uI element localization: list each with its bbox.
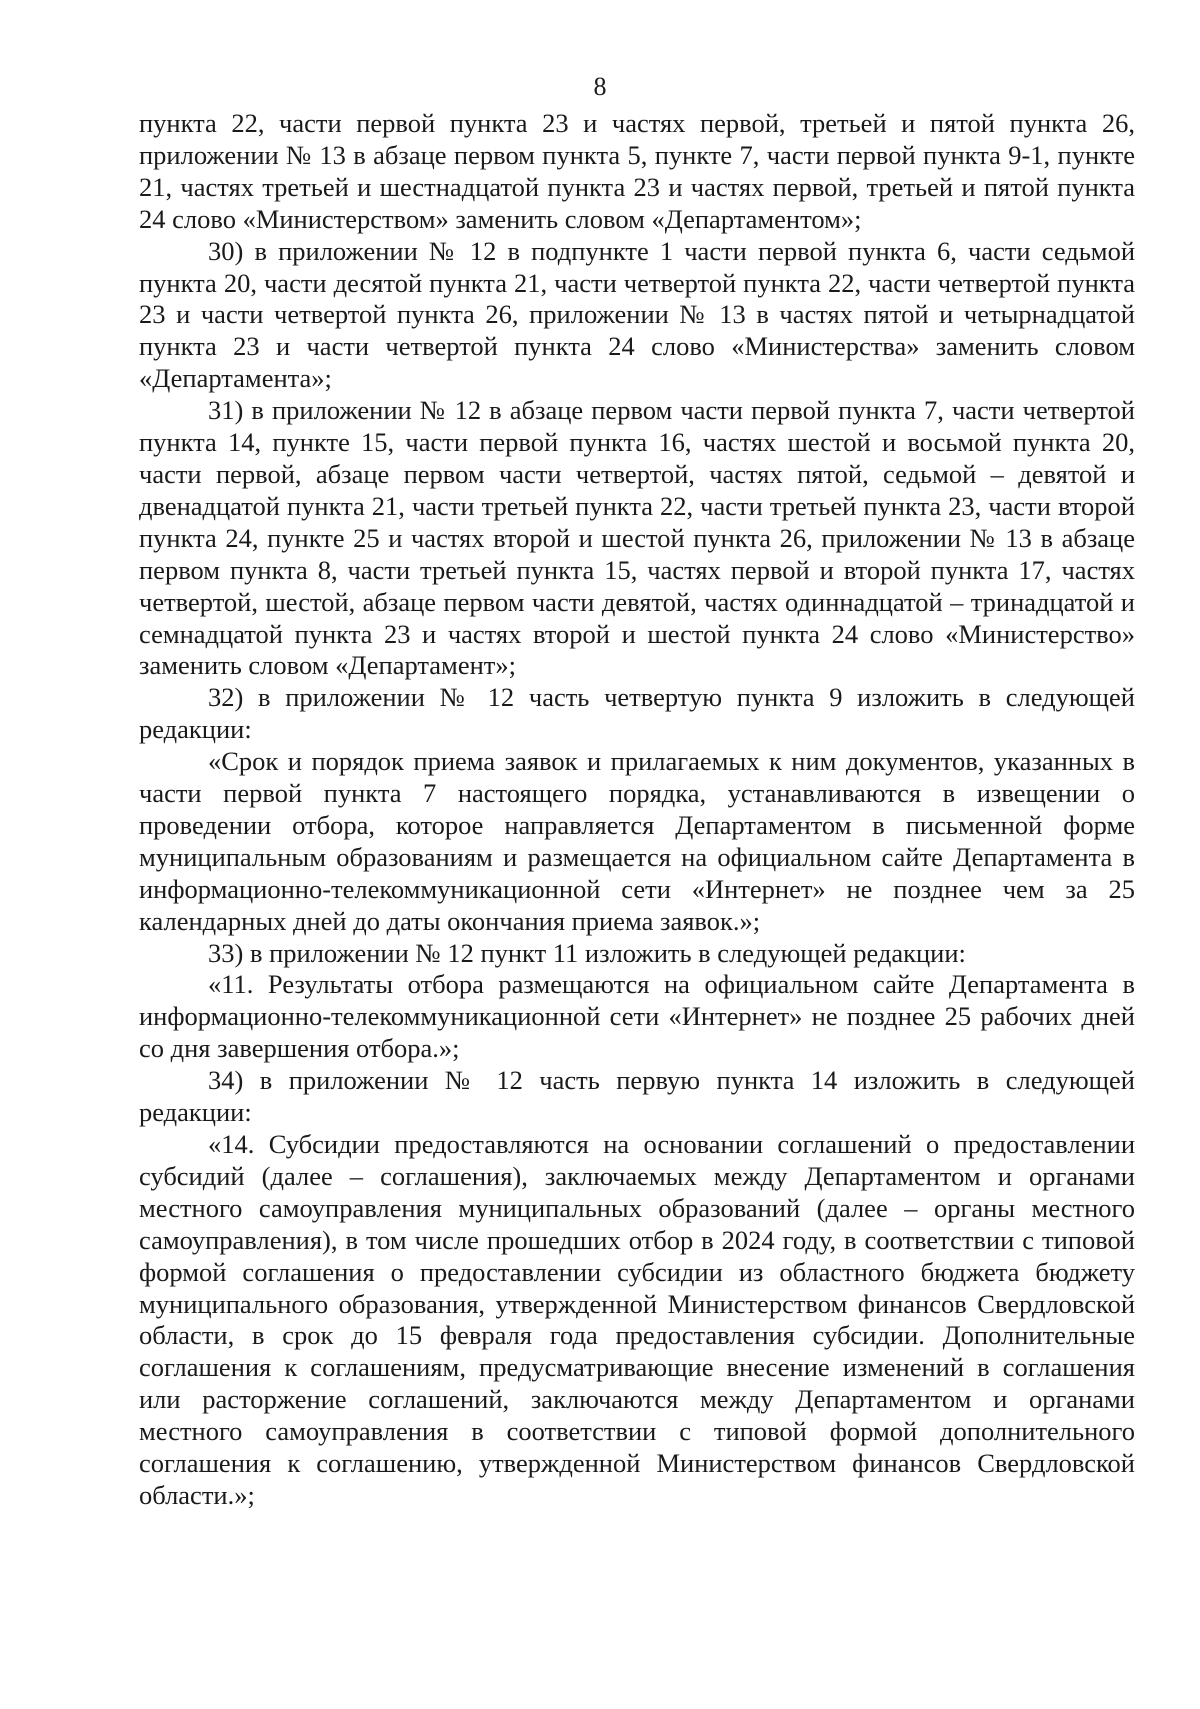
paragraph-item-31: 31) в приложении № 12 в абзаце первом части первой пункта 7, части четвертой пункта 14, пункте 15, части первой пункта 16, частях шестой и восьмой пункта 20, части первой, абзаце первом части четвертой, частях пятой, седьмой – девятой и двенадцатой пункта 21, части третьей пункта 22, части третьей пункта 23, части второй пункта 24, пункте 25 и частях второй и шестой пункта 26, приложении № 13 в абзаце первом пункта 8, части третьей пункта 15, частях первой и второй пункта 17, частях четвертой, шестой, абзаце первом части девятой, частях одиннадцатой – тринадцатой и семнадцатой пункта 23 и частях второй и шестой пункта 24 слово «Министерство» заменить словом «Департамент»;: [139, 395, 1135, 681]
document-body: [139, 108, 1135, 1512]
paragraph-continuation: пункта 22, части первой пункта 23 и частях первой, третьей и пятой пункта 26, приложении № 13 в абзаце первом пункта 5, пункте 7, части первой пункта 9-1, пункте 21, частях третьей и шестнадцатой пункта 23 и частях первой, третьей и пятой пункта 24 слово «Министерством» заменить словом «Департаментом»;: [139, 108, 1135, 234]
paragraph-item-34: 34) в приложении № 12 часть первую пункта 14 изложить в следующей редакции:: [139, 1065, 1135, 1128]
page-number: 8: [593, 72, 607, 101]
quoted-paragraph-subsidies: «14. Субсидии предоставляются на основании соглашений о предоставлении субсидий (далее – соглашения), заключаемых между Департаментом и органами местного самоуправления муниципальных образований (далее – органы местного самоуправления), в том числе прошедших отбор в 2024 году, в соответствии с типовой формой соглашения о предоставлении субсидии из областного бюджета бюджету муниципального образования, утвержденной Министерством финансов Свердловской области, в срок до 15 февраля года предоставления субсидии. Дополнительные соглашения к соглашениям, предусматривающие внесение изменений в соглашения или расторжение соглашений, заключаются между Департаментом и органами местного самоуправления в соответствии с типовой формой дополнительного соглашения к соглашению, утвержденной Министерством финансов Свердловской области.»;: [139, 1129, 1135, 1510]
quoted-paragraph-selection-results: «11. Результаты отбора размещаются на официальном сайте Департамента в информационно-телекоммуникационной сети «Интернет» не позднее 25 рабочих дней со дня завершения отбора.»;: [139, 969, 1135, 1064]
quoted-paragraph-application-terms: «Срок и порядок приема заявок и прилагаемых к ним документов, указанных в части первой пункта 7 настоящего порядка, устанавливаются в извещении о проведении отбора, которое направляется Департаментом в письменной форме муниципальным образованиям и размещается на официальном сайте Департамента в информационно-телекоммуникационной сети «Интернет» не позднее чем за 25 календарных дней до даты окончания приема заявок.»;: [139, 746, 1135, 936]
paragraph-item-33: 33) в приложении № 12 пункт 11 изложить в следующей редакции:: [208, 937, 966, 968]
paragraph-item-32: 32) в приложении № 12 часть четвертую пункта 9 изложить в следующей редакции:: [139, 682, 1135, 745]
paragraph-item-30: 30) в приложении № 12 в подпункте 1 части первой пункта 6, части седьмой пункта 20, части десятой пункта 21, части четвертой пункта 22, части четвертой пункта 23 и части четвертой пункта 26, приложении № 13 в частях пятой и четырнадцатой пункта 23 и части четвертой пункта 24 слово «Министерства» заменить словом «Департамента»;: [139, 235, 1135, 394]
